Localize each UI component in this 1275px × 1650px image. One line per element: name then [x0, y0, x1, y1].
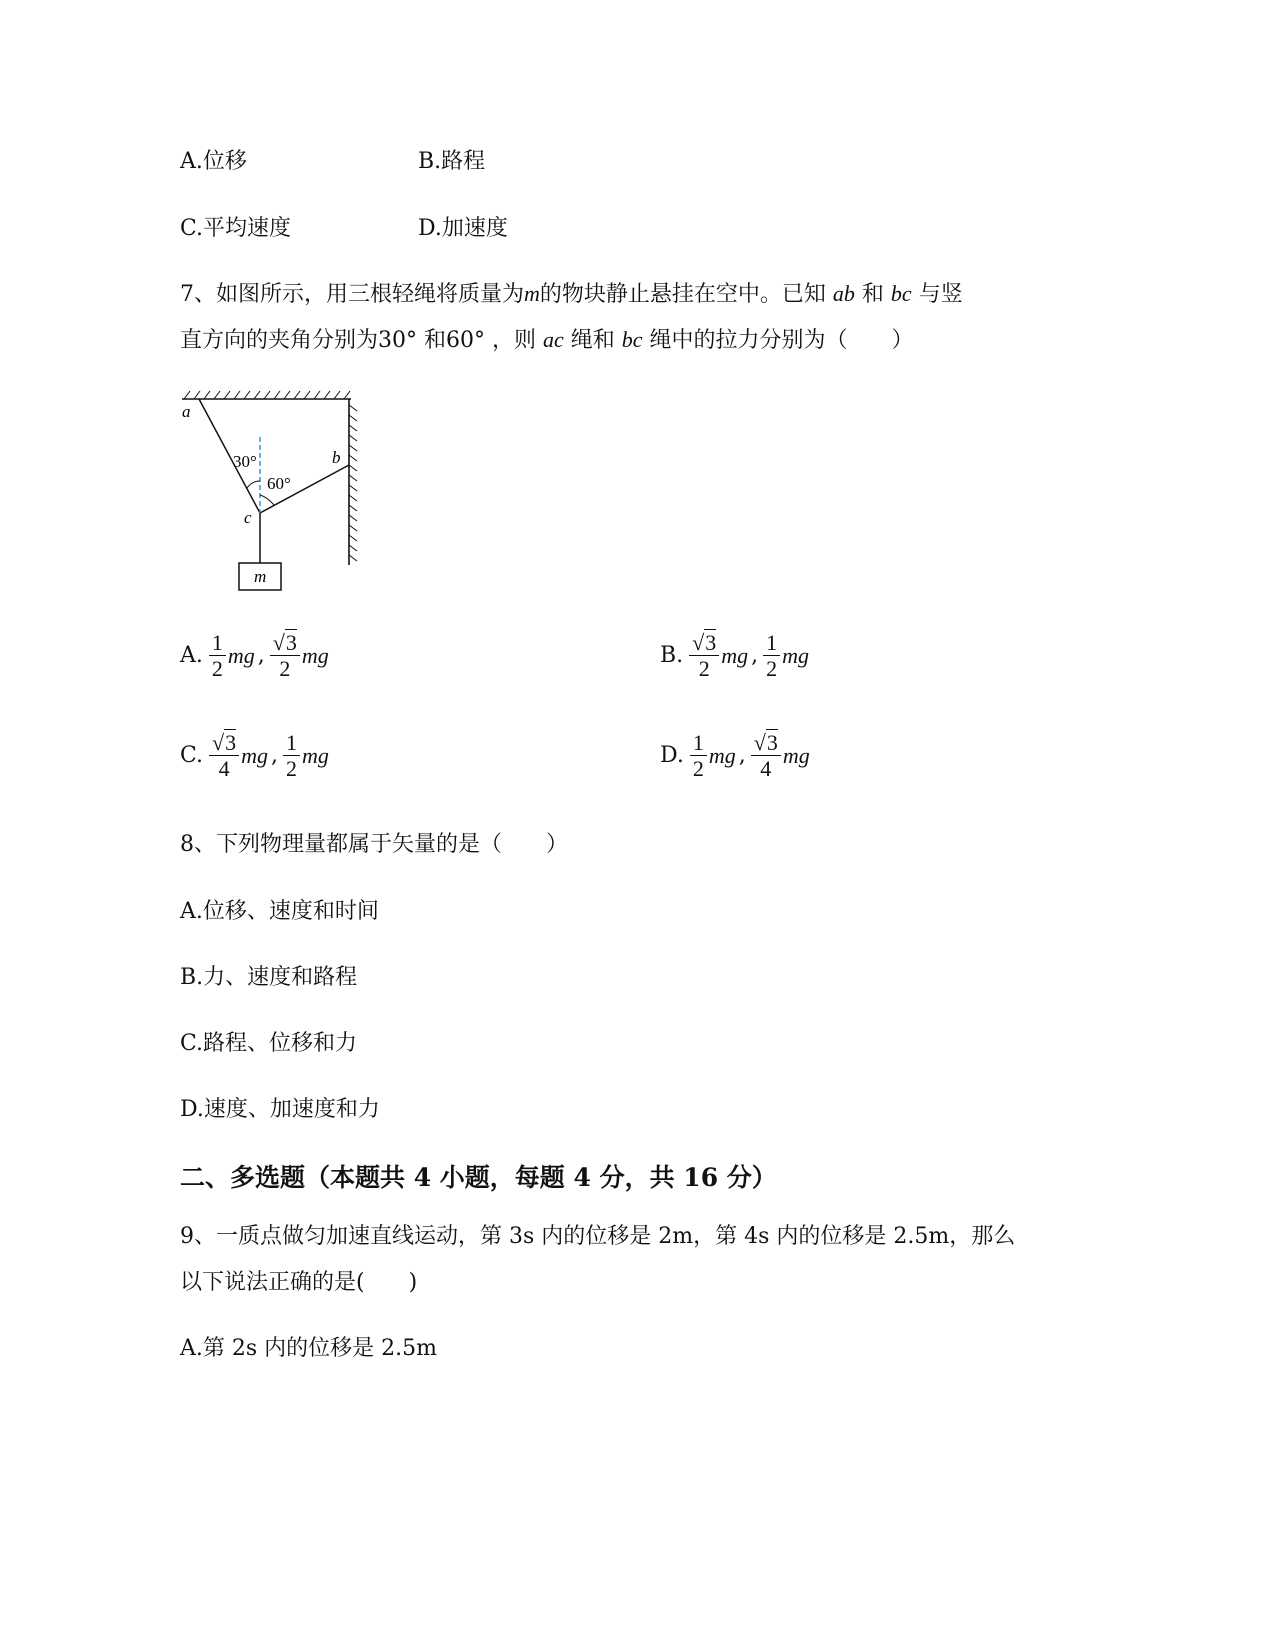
radicand: 3: [285, 630, 297, 655]
q9-stem-line-1: 9、一质点做匀加速直线运动，第 3s 内的位移是 2m，第 4s 内的位移是 2.5m，那么: [180, 1224, 1016, 1249]
denominator: 2: [692, 756, 704, 782]
denominator: 2: [279, 656, 291, 682]
mg-term: mg: [227, 642, 255, 668]
angle-30-label: 30°: [233, 452, 257, 471]
denominator: 2: [698, 656, 710, 682]
denominator: 4: [218, 756, 230, 782]
radicand: 3: [705, 630, 717, 655]
q7-var-ac: ac: [542, 327, 564, 352]
q7-text: 和: [861, 282, 884, 307]
option-letter: A.: [180, 643, 203, 669]
q7-stem-line-1: [180, 277, 963, 308]
radicand: 3: [225, 730, 237, 755]
q7-stem-line-2: [180, 323, 914, 354]
denominator: 2: [286, 756, 298, 782]
numerator: √3: [209, 730, 239, 756]
numerator: √3: [270, 630, 300, 656]
q7-rope-diagram: [170, 385, 380, 600]
q7-text: 绳和: [570, 328, 615, 353]
q9-option-a: A.第 2s 内的位移是 2.5m: [180, 1336, 437, 1361]
separator: ,: [738, 743, 746, 769]
numerator: √3: [689, 630, 719, 656]
label-a: a: [182, 402, 191, 421]
mg-term: mg: [708, 742, 736, 768]
label-c: c: [244, 508, 252, 527]
q7-var-bc: bc: [890, 281, 912, 306]
q8-option-d: D.速度、加速度和力: [180, 1097, 380, 1122]
q7-text: 7、如图所示，用三根轻绳将质量为: [180, 282, 524, 307]
separator: ,: [271, 743, 279, 769]
denominator: 2: [211, 656, 223, 682]
mg-term: mg: [782, 742, 810, 768]
angle-arc-30: [247, 481, 260, 488]
q8-option-a: A.位移、速度和时间: [180, 899, 379, 924]
mg-term: mg: [241, 742, 269, 768]
numerator: 1: [209, 630, 226, 656]
q6-option-d: D.加速度: [418, 216, 508, 241]
separator: ,: [751, 643, 759, 669]
q7-text: 的物块静止悬挂在空中。已知: [539, 282, 826, 307]
mg-term: mg: [782, 642, 810, 668]
ceiling-hatch: [184, 391, 350, 399]
numerator: 1: [283, 730, 300, 756]
fraction: [283, 730, 300, 782]
label-b: b: [332, 448, 341, 467]
q8-option-b: B.力、速度和路程: [180, 965, 358, 990]
denominator: 4: [760, 756, 772, 782]
angle-60-label: 60°: [267, 474, 291, 493]
fraction: [689, 630, 719, 682]
q7-var-bc: bc: [621, 327, 643, 352]
angle-arc-60: [260, 495, 274, 505]
q7-text: 与竖: [918, 282, 963, 307]
q7-option-a: [180, 630, 329, 682]
numerator: √3: [751, 730, 781, 756]
q9-stem-line-2: 以下说法正确的是( ): [180, 1270, 418, 1295]
fraction: [209, 630, 226, 682]
radicand: 3: [766, 730, 778, 755]
q7-option-c: [180, 730, 329, 782]
q8-stem: 8、下列物理量都属于矢量的是（ ）: [180, 832, 568, 857]
separator: ,: [257, 643, 265, 669]
option-letter: B.: [660, 643, 684, 669]
wall-hatch: [349, 405, 357, 561]
numerator: 1: [763, 630, 780, 656]
fraction: [209, 730, 239, 782]
q6-option-a: A.位移: [180, 149, 247, 174]
mg-term: mg: [301, 642, 329, 668]
fraction: [763, 630, 780, 682]
label-m: m: [254, 567, 267, 586]
q7-option-b: [660, 630, 809, 682]
section-heading: 二、多选题（本题共 4 小题，每题 4 分，共 16 分）: [180, 1163, 777, 1192]
q7-text: 直方向的夹角分别为30° 和60° ，则: [180, 328, 536, 353]
q7-var-m: m: [524, 281, 540, 306]
fraction: [751, 730, 781, 782]
q6-option-c: C.平均速度: [180, 216, 292, 241]
mg-term: mg: [721, 642, 749, 668]
option-letter: D.: [660, 743, 684, 769]
q7-text: 绳中的拉力分别为（ ）: [649, 328, 914, 353]
mg-term: mg: [302, 742, 329, 768]
denominator: 2: [766, 656, 778, 682]
q6-option-b: B.路程: [418, 149, 486, 174]
q7-option-d: [660, 730, 810, 782]
option-letter: C.: [180, 743, 204, 769]
fraction: [270, 630, 300, 682]
q7-var-ab: ab: [832, 281, 855, 306]
q8-option-c: C.路程、位移和力: [180, 1031, 358, 1056]
fraction: [690, 730, 707, 782]
numerator: 1: [690, 730, 707, 756]
